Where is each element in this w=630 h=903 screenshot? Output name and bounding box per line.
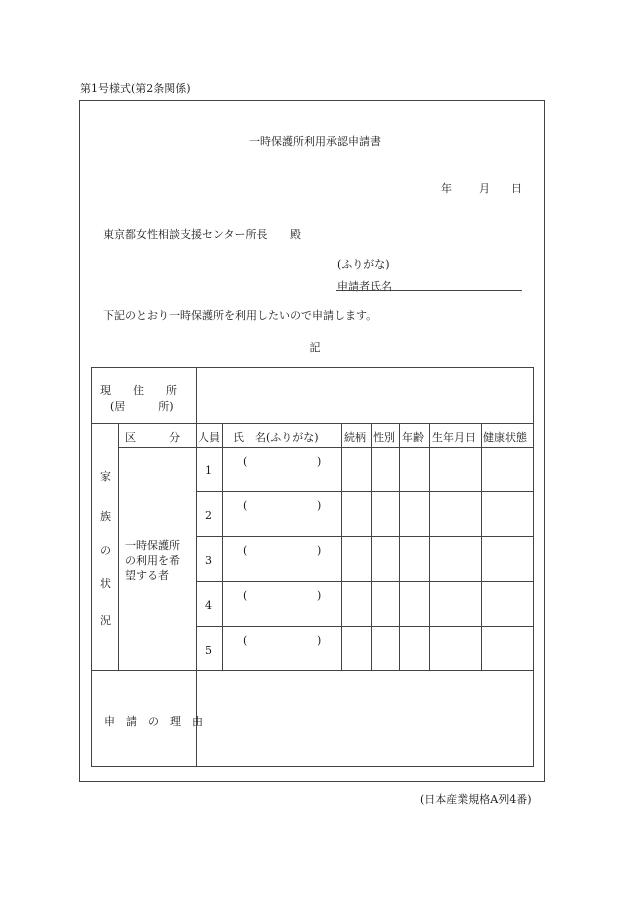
applicant-name-label: 申請者氏名 bbox=[337, 280, 392, 293]
col-divider bbox=[481, 423, 482, 670]
addressee: 東京都女性相談支援センター所長 bbox=[103, 228, 268, 241]
application-statement: 下記のとおり一時保護所を利用したいので申請します。 bbox=[103, 309, 378, 322]
col-divider bbox=[429, 423, 430, 670]
col-divider bbox=[196, 368, 197, 766]
name-field[interactable] bbox=[224, 583, 340, 625]
name-field[interactable] bbox=[224, 449, 340, 490]
furigana-paren-open: ( bbox=[243, 455, 248, 468]
paper-size-note: (日本産業規格A列4番) bbox=[420, 793, 532, 806]
header-age: 年齢 bbox=[402, 431, 424, 444]
row-number: 2 bbox=[205, 509, 212, 522]
family-label-char: 家 bbox=[100, 470, 111, 483]
ki-heading: 記 bbox=[309, 341, 321, 354]
row-divider bbox=[196, 536, 533, 537]
col-divider bbox=[118, 423, 119, 670]
form-number: 第1号様式(第2条関係) bbox=[80, 82, 191, 95]
address-field[interactable] bbox=[198, 370, 531, 421]
row-divider bbox=[196, 491, 533, 492]
row-divider bbox=[118, 447, 533, 448]
furigana-paren-close: ) bbox=[317, 589, 322, 602]
header-relation: 続柄 bbox=[344, 431, 366, 444]
date-day-label: 日 bbox=[511, 182, 522, 195]
row-divider bbox=[92, 670, 533, 671]
application-table bbox=[91, 367, 534, 767]
applicant-name-field[interactable] bbox=[336, 290, 522, 291]
family-label-char: 族 bbox=[100, 510, 111, 523]
name-field[interactable] bbox=[224, 538, 340, 580]
name-field[interactable] bbox=[224, 493, 340, 535]
form-title: 一時保護所利用承認申請書 bbox=[249, 135, 381, 148]
furigana-paren-close: ) bbox=[317, 634, 322, 647]
header-jinin: 人員 bbox=[198, 431, 220, 444]
family-label-char: 状 bbox=[100, 577, 111, 590]
applicant-furigana-label: (ふりがな) bbox=[337, 258, 390, 271]
row-number: 3 bbox=[205, 554, 212, 567]
col-divider bbox=[341, 423, 342, 670]
furigana-paren-close: ) bbox=[317, 455, 322, 468]
reason-label: 申 請 の 理 由 bbox=[104, 715, 203, 728]
furigana-paren-open: ( bbox=[243, 634, 248, 647]
row-divider bbox=[196, 626, 533, 627]
row-number: 4 bbox=[205, 599, 212, 612]
col-divider bbox=[399, 423, 400, 670]
furigana-paren-open: ( bbox=[243, 499, 248, 512]
row-number: 1 bbox=[205, 464, 212, 477]
row-divider bbox=[196, 581, 533, 582]
family-label-char: の bbox=[100, 544, 111, 557]
reason-field[interactable] bbox=[198, 672, 531, 764]
addressee-suffix: 殿 bbox=[290, 228, 301, 241]
furigana-paren-open: ( bbox=[243, 589, 248, 602]
category-text: 一時保護所 bbox=[125, 539, 180, 552]
category-text: の利用を希 bbox=[125, 554, 180, 567]
date-year-label: 年 bbox=[441, 182, 452, 195]
date-month-label: 月 bbox=[479, 182, 490, 195]
furigana-paren-open: ( bbox=[243, 544, 248, 557]
category-text: 望する者 bbox=[125, 569, 169, 582]
furigana-paren-close: ) bbox=[317, 499, 322, 512]
furigana-paren-close: ) bbox=[317, 544, 322, 557]
header-health: 健康状態 bbox=[483, 431, 527, 444]
name-field[interactable] bbox=[224, 628, 340, 669]
header-birthdate: 生年月日 bbox=[432, 431, 476, 444]
col-divider bbox=[222, 423, 223, 670]
row-divider bbox=[92, 423, 533, 424]
residence-label: (居 所) bbox=[110, 400, 174, 413]
header-name: 氏 名(ふりがな) bbox=[233, 431, 319, 444]
col-divider bbox=[371, 423, 372, 670]
header-kubun: 区 分 bbox=[125, 431, 180, 444]
header-sex: 性別 bbox=[373, 431, 395, 444]
family-label-char: 況 bbox=[100, 614, 111, 627]
address-label: 現 住 所 bbox=[100, 384, 177, 397]
row-number: 5 bbox=[205, 644, 212, 657]
